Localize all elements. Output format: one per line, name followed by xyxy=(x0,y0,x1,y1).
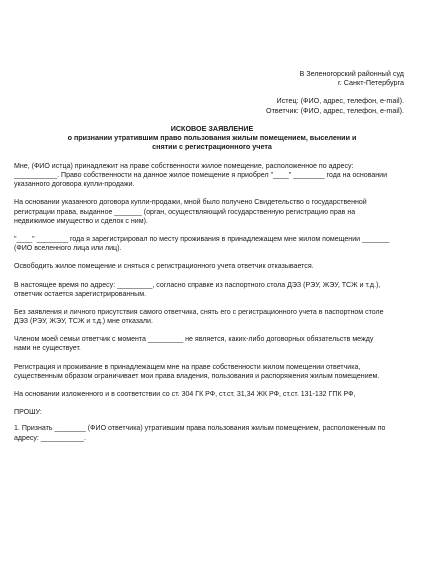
paragraph-line: Членом моей семьи ответчик с момента _________ не является, каких-либо договорных обязательств между xyxy=(14,336,374,344)
paragraph-current-address xyxy=(14,281,402,299)
paragraph-family xyxy=(14,335,402,353)
paragraph-line: ДЭЗ (РЭУ, ЖЭУ, ТСЖ и т.д.) мне отказали. xyxy=(14,318,153,326)
paragraph-line: Мне, (ФИО истца) принадлежит на праве собственности жилое помещение, расположенное по адресу: xyxy=(14,163,354,170)
paragraph-line: "____" ________ года я зарегистрировал по месту проживания в принадлежащем мне жилом помещении _______ xyxy=(14,235,390,243)
paragraph-line: адресу: ___________. xyxy=(14,434,86,442)
paragraph-line: На основании указанного договора купли-продажи, мной было получено Свидетельство о государственной xyxy=(14,199,367,207)
paragraph-certificate xyxy=(14,198,402,225)
plaintiff-line: Истец: (ФИО, адрес, телефон, e-mail). xyxy=(276,96,404,106)
paragraph-line: регистрации права, выданное _______ (орган, осуществляющий государственную регистрацию прав на xyxy=(14,208,356,216)
request-heading: ПРОШУ: xyxy=(14,409,42,417)
paragraph-registration xyxy=(14,235,402,253)
paragraph-line: ___________. Право собственности на данное жилое помещение я приобрел "____" ________ года на основании xyxy=(14,172,388,180)
defendant-line: Ответчик: (ФИО, адрес, телефон, e-mail). xyxy=(266,105,404,115)
paragraph-line: Без заявления и личного присутствия самого ответчика, снять его с регистрационного учета в паспортном столе xyxy=(14,308,384,316)
paragraph-request xyxy=(14,408,402,417)
paragraph-line: существенным образом ограничивает мои права владения, пользования и распоряжения жилым помещением. xyxy=(14,372,380,380)
paragraph-line: (ФИО вселенного лица или лиц). xyxy=(14,245,122,253)
title-subject-line-1: о признании утратившим право пользования жилым помещением, выселении и xyxy=(67,133,357,142)
paragraph-passport-office xyxy=(14,308,402,326)
paragraph-line: недвижимое имущество и сделок с ним). xyxy=(14,217,148,225)
title-subject-line-2: снятии с регистрационного учета xyxy=(152,142,272,151)
paragraph-request-item-1 xyxy=(14,424,402,442)
paragraph-legal-basis xyxy=(14,390,402,399)
court-name: В Зеленогорский районный суд xyxy=(299,69,404,78)
title-heading: ИСКОВОЕ ЗАЯВЛЕНИЕ xyxy=(170,124,254,133)
paragraph-line: нами не существует. xyxy=(14,345,81,353)
paragraph-ownership xyxy=(14,162,402,189)
document-body xyxy=(14,162,402,452)
court-city: г. Санкт-Петербурга xyxy=(338,78,404,88)
paragraph-rights xyxy=(14,363,402,381)
document-title xyxy=(0,124,424,151)
paragraph-line: В настоящее время по адресу: _________, согласно справке из паспортного стола ДЭЗ (РЭУ, ЖЭУ, ТСЖ и т.д.), xyxy=(14,281,381,289)
paragraph-refusal xyxy=(14,262,402,271)
paragraph-line: ответчик остается зарегистрированным. xyxy=(14,290,147,298)
paragraph-line: Освободить жилое помещение и сняться с регистрационного учета ответчик отказывается. xyxy=(14,263,314,271)
paragraph-line: 1. Признать ________ (ФИО ответчика) утратившим права пользования жилым помещением, расположенным по xyxy=(14,425,386,433)
paragraph-line: Регистрация и проживание в принадлежащем мне на праве собственности жилом помещении ответчика, xyxy=(14,363,361,371)
paragraph-line: На основании изложенного и в соответствии со ст. 304 ГК РФ, ст.ст. 31,34 ЖК РФ, ст.ст. 131-132 ГПК РФ, xyxy=(14,391,356,399)
paragraph-line: указанного договора купли-продажи. xyxy=(14,181,135,189)
document-header xyxy=(266,69,404,115)
